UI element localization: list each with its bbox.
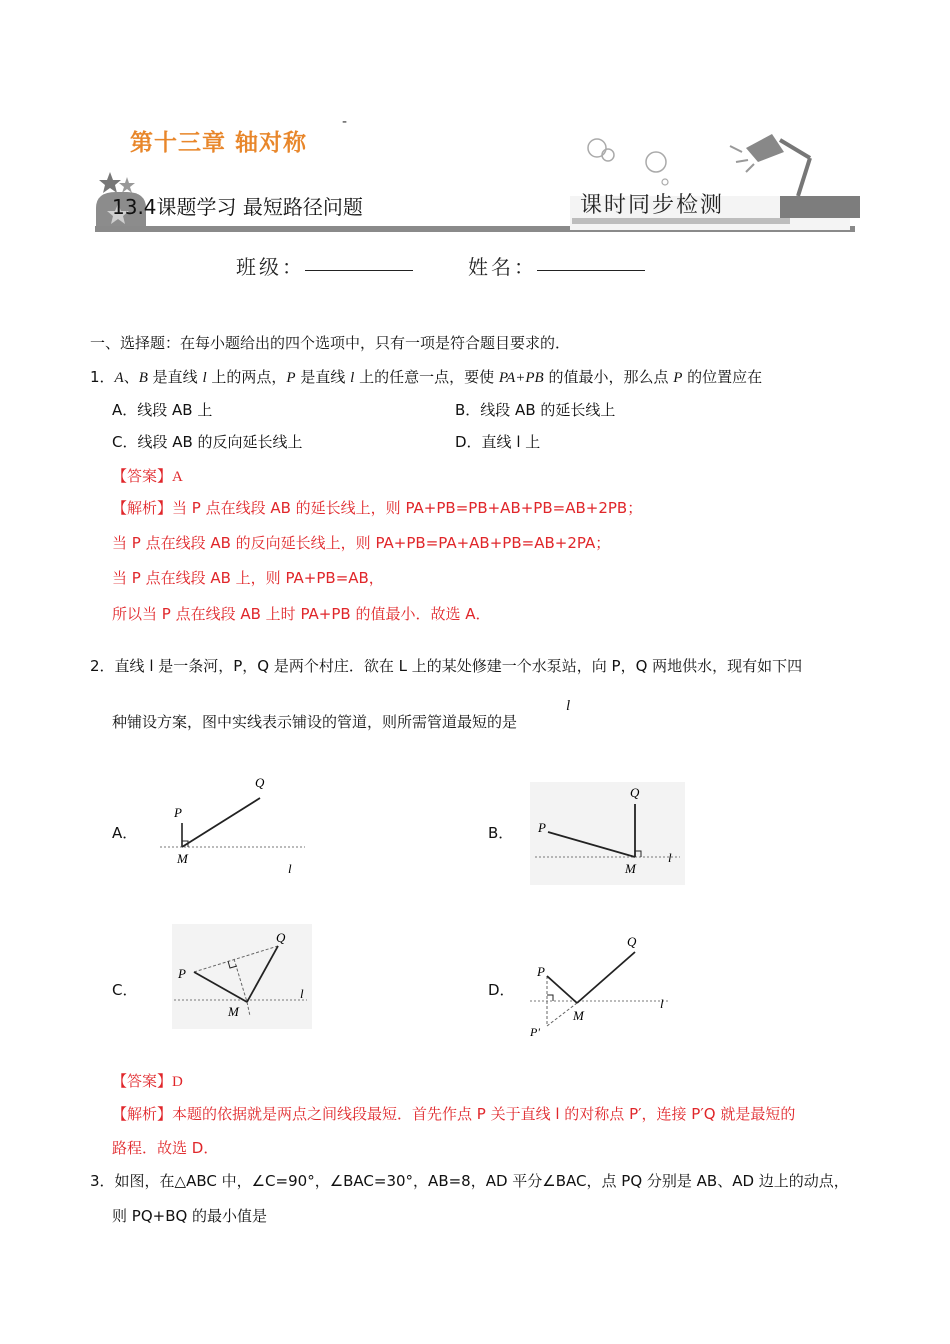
chapter-title: 第十三章 轴对称 [130, 130, 308, 156]
q1-text: 的位置应在 [682, 368, 763, 386]
question-1-stem [90, 367, 762, 388]
label-l: l [300, 986, 304, 1001]
q2-analysis-line: 路程．故选 D． [112, 1139, 219, 1157]
q2-text: 直线 l 是一条河，P，Q 是两个村庄．欲在 L 上的某处修建一个水泵站，向 P，Q 两地供水，现有如下四 [114, 657, 803, 675]
answer-label: 【答案】 [112, 467, 173, 485]
q1-text: 上的任意一点，要使 [354, 368, 499, 386]
label-l: l [660, 996, 664, 1011]
q2-figure-a[interactable] [155, 765, 315, 880]
analysis-label: 【解析】 [112, 499, 173, 517]
question-number: 3． [90, 1172, 115, 1190]
label-m: M [228, 1004, 239, 1019]
label-m: M [573, 1008, 584, 1023]
question-3-stem-cont: 则 PQ+BQ 的最小值是 [112, 1207, 268, 1225]
q1-answer [112, 466, 183, 487]
q1-text: 、 [123, 368, 139, 386]
question-2-stem-cont: 种铺设方案，图中实线表示铺设的管道，则所需管道最短的是 [112, 713, 518, 731]
label-p: P [174, 805, 182, 820]
label-p: P [538, 820, 546, 835]
q1-text: 的值最小，那么点 [543, 368, 674, 386]
label-m: M [177, 851, 188, 866]
q1-text: 是直线 [295, 368, 351, 386]
label-l: l [288, 861, 292, 876]
q2-figure-c[interactable] [172, 924, 312, 1029]
q1-option-a[interactable]: A．线段 AB 上 [112, 401, 213, 419]
label-m: M [625, 861, 636, 876]
q1-text: 上的两点， [206, 368, 287, 386]
class-label: 班级： [236, 255, 305, 279]
q1-text: B [138, 370, 148, 386]
q1-text: l [350, 370, 355, 386]
name-blank [537, 270, 645, 271]
q2-figure-b[interactable] [530, 782, 685, 885]
label-q: Q [627, 934, 637, 949]
q1-analysis-line: 所以当 P 点在线段 AB 上时 PA+PB 的值最小．故选 A． [112, 605, 491, 623]
answer-value: D [172, 1074, 183, 1090]
q2-figure-d[interactable] [525, 928, 675, 1043]
label-p-prime: P' [530, 1025, 540, 1039]
lesson-title: 13.4课题学习 最短路径问题 [112, 195, 363, 219]
decor-circle [588, 139, 606, 157]
q1-option-c[interactable]: C．线段 AB 的反向延长线上 [112, 433, 303, 451]
q2-analysis-line [112, 1104, 795, 1124]
star-icon [99, 172, 121, 193]
q1-analysis-line [112, 498, 642, 518]
answer-value: A [172, 469, 183, 485]
analysis-label: 【解析】 [112, 1105, 173, 1123]
q1-analysis-line: 当 P 点在线段 AB 上，则 PA+PB=AB， [112, 569, 384, 587]
label-q: Q [255, 775, 265, 790]
answer-label: 【答案】 [112, 1072, 173, 1090]
q1-text: A [114, 370, 124, 386]
question-2-stem [90, 656, 802, 676]
label-p: P [537, 964, 545, 979]
q2-option-b-label[interactable]: B． [488, 824, 514, 842]
q1-text: 是直线 [147, 368, 203, 386]
q2-answer [112, 1071, 183, 1092]
analysis-text: 当 P 点在线段 AB 的延长线上，则 PA+PB=PB+AB+PB=AB+2PB； [172, 499, 643, 517]
q3-text: 如图，在△ABC 中，∠C=90°，∠BAC=30°，AB=8，AD 平分∠BAC，点 PQ 分别是 AB、AD 边上的动点， [114, 1172, 849, 1190]
label-q: Q [630, 785, 640, 800]
q2-option-a-label[interactable]: A． [112, 824, 138, 842]
stray-l-label: l [566, 698, 571, 714]
label-p: P [178, 966, 186, 981]
label-q: Q [276, 930, 286, 945]
q1-text: PA+PB [498, 370, 544, 386]
section-heading: 一、选择题：在每小题给出的四个选项中，只有一项是符合题目要求的． [90, 334, 571, 352]
question-3-stem [90, 1171, 849, 1191]
label-l: l [668, 850, 672, 865]
q1-text: l [202, 370, 207, 386]
q2-option-c-label[interactable]: C． [112, 981, 138, 999]
q1-option-d[interactable]: D．直线 l 上 [455, 433, 541, 451]
svg-text:-: - [342, 114, 348, 130]
question-number: 1． [90, 368, 115, 386]
q1-option-b[interactable]: B．线段 AB 的延长线上 [455, 401, 616, 419]
q1-text: P [286, 370, 296, 386]
analysis-text: 本题的依据就是两点之间线段最短．首先作点 P 关于直线 l 的对称点 P′，连接 P′Q 就是最短的 [172, 1105, 796, 1123]
question-number: 2． [90, 657, 115, 675]
q1-text: P [673, 370, 683, 386]
section-badge: 课时同步检测 [580, 193, 725, 218]
lamp-icon [730, 134, 810, 196]
q1-analysis-line: 当 P 点在线段 AB 的反向延长线上，则 PA+PB=PA+AB+PB=AB+2PA； [112, 534, 611, 552]
q2-option-d-label[interactable]: D． [488, 981, 515, 999]
class-blank [305, 270, 413, 271]
name-label: 姓名： [468, 255, 537, 279]
